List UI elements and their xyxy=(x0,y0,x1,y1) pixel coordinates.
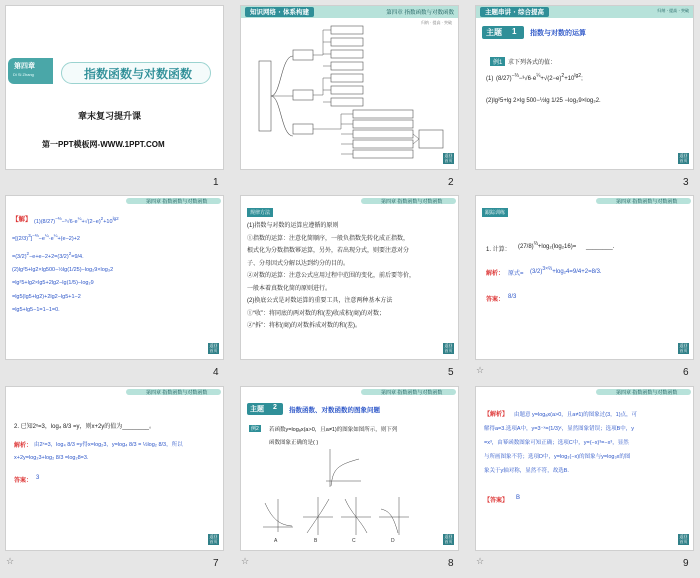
solution-label: 解析： xyxy=(14,443,33,449)
topic-header xyxy=(482,26,632,39)
solution-formula: $(3/2)^{3\times\frac{2}{3}}+\log_24=9/4+2=8/3$. xyxy=(530,266,602,275)
chapter-title: 第四章 指数函数与对数函数 xyxy=(146,390,208,396)
slide-3[interactable] xyxy=(475,5,694,170)
return-button[interactable]: 返回 首页 xyxy=(679,534,688,544)
svg-text:A: A xyxy=(274,538,278,544)
slide-number: 2 xyxy=(448,177,454,188)
example-label: 例1 xyxy=(490,57,505,66)
chapter-label: 第四章 xyxy=(14,63,35,70)
star-icon[interactable]: ☆ xyxy=(6,557,15,567)
svg-text:C: C xyxy=(352,538,356,544)
example-line-1: 若函数y=logₐx(a>0，且a≠1)的图象如图所示，则下列 xyxy=(269,427,398,433)
chapter-title: 第四章 指数函数与对数函数 xyxy=(146,199,208,205)
banner-label: 主题串讲 · 综合提高 xyxy=(480,7,549,17)
solution-line-1: 由2ˣ=3，log₄ 8/3 =y得x=log₂3，y=log₄ 8/3 = ½log₂ 8/3，所以 xyxy=(34,442,183,448)
solution-steps: $(1)(8/27)^{-\frac{2}{3}}-^3√6\cdot e^{\frac{1}{4}}+√(2-e)^2+10^{lg2}$ $=[(2/3)^3]^{-\frac{2}{3}}-e^{\frac{1}{4}}\cdot e^{\frac{1}{4}}+(e-2)+2$ $=(3/2)^2-e+e-2+2=(3/2)^2=9/4$. (2)lg²5+lg2×lg500−½lg(1/25)−log₂9×log₃2 =lg²5+lg2×lg5+2lg2−lg(1/5)−log₂9 =lg5(lg5+lg2)+2lg2−lg5+1−2 =lg5+lg5−1=1−1=0. xyxy=(12,216,119,314)
question-formula: $(27/8)^{\frac{2}{3}}+\log_2(\log_216)=$ xyxy=(518,241,577,250)
return-button[interactable]: 返回 首页 xyxy=(679,153,688,163)
graph-figure xyxy=(241,387,459,551)
chapter-title: 第四章 指数函数与对数函数 xyxy=(381,199,443,205)
method-label: 规律方法 xyxy=(247,208,273,217)
title-banner xyxy=(6,44,224,94)
slide-8[interactable] xyxy=(240,386,459,551)
solution-text: 原式= xyxy=(508,271,524,277)
chapter-title: 第四章 指数函数与对数函数 xyxy=(386,10,454,16)
solution-label: 解析： xyxy=(486,271,505,277)
deck-title: 指数函数与对数函数 xyxy=(84,67,193,81)
topic-num: 1 xyxy=(512,27,517,36)
watermark: 第一PPT模板网-WWW.1PPT.COM xyxy=(42,140,165,149)
slide-number: 6 xyxy=(683,367,689,378)
slide-9[interactable] xyxy=(475,386,694,551)
solution-label: 【解析】 xyxy=(484,412,509,418)
topic-label: 主题 xyxy=(486,28,502,37)
question-blank: ________. xyxy=(586,244,615,250)
practice-label: 跟踪训练 xyxy=(482,208,508,217)
answer-label: 【答案】 xyxy=(484,498,509,504)
question-1-formula: $(8/27)^{-\frac{2}{3}}-^3√6\cdot e^{\frac{1}{4}}+√(2-e)^2+10^{lg2}$; xyxy=(496,73,583,82)
slide-7[interactable] xyxy=(5,386,224,551)
question-text: 2. 已知2ˣ=3，log₄ 8/3 =y，则x+2y的值为________。 xyxy=(14,424,155,430)
question-1: (1) xyxy=(486,76,494,82)
slide-6[interactable] xyxy=(475,195,694,360)
answer-label: 【解】 xyxy=(12,216,32,223)
method-text: (1)指数与对数的运算应遵循的原则 ①指数的运算：注意化简顺序，一般负指数先转化成正指数， 根式化为分数指数幂运算，另外，若出现分式，则要注意对分 子、分母因式分解以达到约分的目的。 ②对数的运算：注意公式应用过程中范围的变化，前后要等价， 一般本着真数化简的原则进行。 (2)换底公式是对数运算的重要工具，注意两种基本方法 ①“收”：将同底的两对数的和(差)收成积(商)的对数； ②“拆”：将积(商)的对数拆成对数的和(差)。 xyxy=(247,223,416,329)
star-icon[interactable]: ☆ xyxy=(476,557,485,567)
slide-number: 4 xyxy=(213,367,219,378)
header-bar xyxy=(476,6,693,18)
answer-value: B xyxy=(516,495,521,501)
example-text: 求下列各式的值： xyxy=(508,60,557,66)
topic-title: 指数函数、对数函数的图象问题 xyxy=(289,407,380,414)
question-text: 1. 计算： xyxy=(486,247,511,253)
slide-number: 5 xyxy=(448,367,454,378)
answer-label: 答案： xyxy=(14,478,33,484)
solution-text: 由题意 y=logₐx(a>0，且a≠1)的图象过(3，1)点，可 解得a=3.选项A中，y=3⁻ˣ=(1/3)ˣ，显然图象错误；选项B中，y =x³，由幂函数图象可知正确；选项C中，y=(−x)³=−x³，显然 与所画图象不符；选项D中，y=log₃(−x)的图象与y=log₃x的图 象关于y轴对称，显然不符，故选B. xyxy=(484,412,638,474)
topic-title: 指数与对数的运算 xyxy=(530,30,586,37)
topic-label: 主题 xyxy=(250,406,264,413)
slide-number: 9 xyxy=(683,558,689,569)
slide-number: 8 xyxy=(448,558,454,569)
return-button[interactable]: 返回 首页 xyxy=(444,343,453,353)
svg-text:D: D xyxy=(391,538,395,544)
chapter-en: Di Si Zhang xyxy=(13,72,34,77)
banner-label: 知识网络 · 体系构建 xyxy=(245,7,314,17)
chapter-title: 第四章 指数函数与对数函数 xyxy=(616,390,678,396)
question-2: (2)lg²5+lg 2×lg 500−½lg 1/25 −log₂9×log₃2. xyxy=(486,98,601,104)
svg-text:B: B xyxy=(314,538,318,544)
deck-subtitle: 章末复习提升课 xyxy=(78,111,142,121)
slide-number: 1 xyxy=(213,177,219,188)
solution-line-2: x+2y=log₂3+log₂ 8/3 =log₂8=3. xyxy=(14,455,89,461)
answer-value: 3 xyxy=(36,475,40,481)
slide-number: 7 xyxy=(213,558,219,569)
example-label: 例2 xyxy=(251,426,259,432)
topic-num: 2 xyxy=(273,404,277,411)
return-button[interactable]: 返回 首页 xyxy=(444,534,453,544)
example-line-2: 函数图象正确的是( ) xyxy=(269,440,319,446)
return-button[interactable]: 返回 首页 xyxy=(209,343,218,353)
star-icon[interactable]: ☆ xyxy=(476,366,485,376)
header-sub: 归纳 · 提高 · 突破 xyxy=(657,8,689,13)
return-button[interactable]: 返回 首页 xyxy=(679,343,688,353)
slide-1[interactable] xyxy=(5,5,224,170)
return-button[interactable]: 返回 首页 xyxy=(444,153,453,163)
slide-5[interactable] xyxy=(240,195,459,360)
chapter-title: 第四章 指数函数与对数函数 xyxy=(381,390,443,396)
header-sub: 归纳 · 提高 · 突破 xyxy=(420,20,452,25)
chapter-title: 第四章 指数函数与对数函数 xyxy=(616,199,678,205)
answer-value: 8/3 xyxy=(508,294,517,300)
knowledge-mindmap xyxy=(241,6,459,170)
answer-label: 答案： xyxy=(486,297,505,303)
return-button[interactable]: 返回 首页 xyxy=(209,534,218,544)
star-icon[interactable]: ☆ xyxy=(241,557,250,567)
slide-number: 3 xyxy=(683,177,689,188)
slide-2[interactable] xyxy=(240,5,459,170)
slide-4[interactable] xyxy=(5,195,224,360)
